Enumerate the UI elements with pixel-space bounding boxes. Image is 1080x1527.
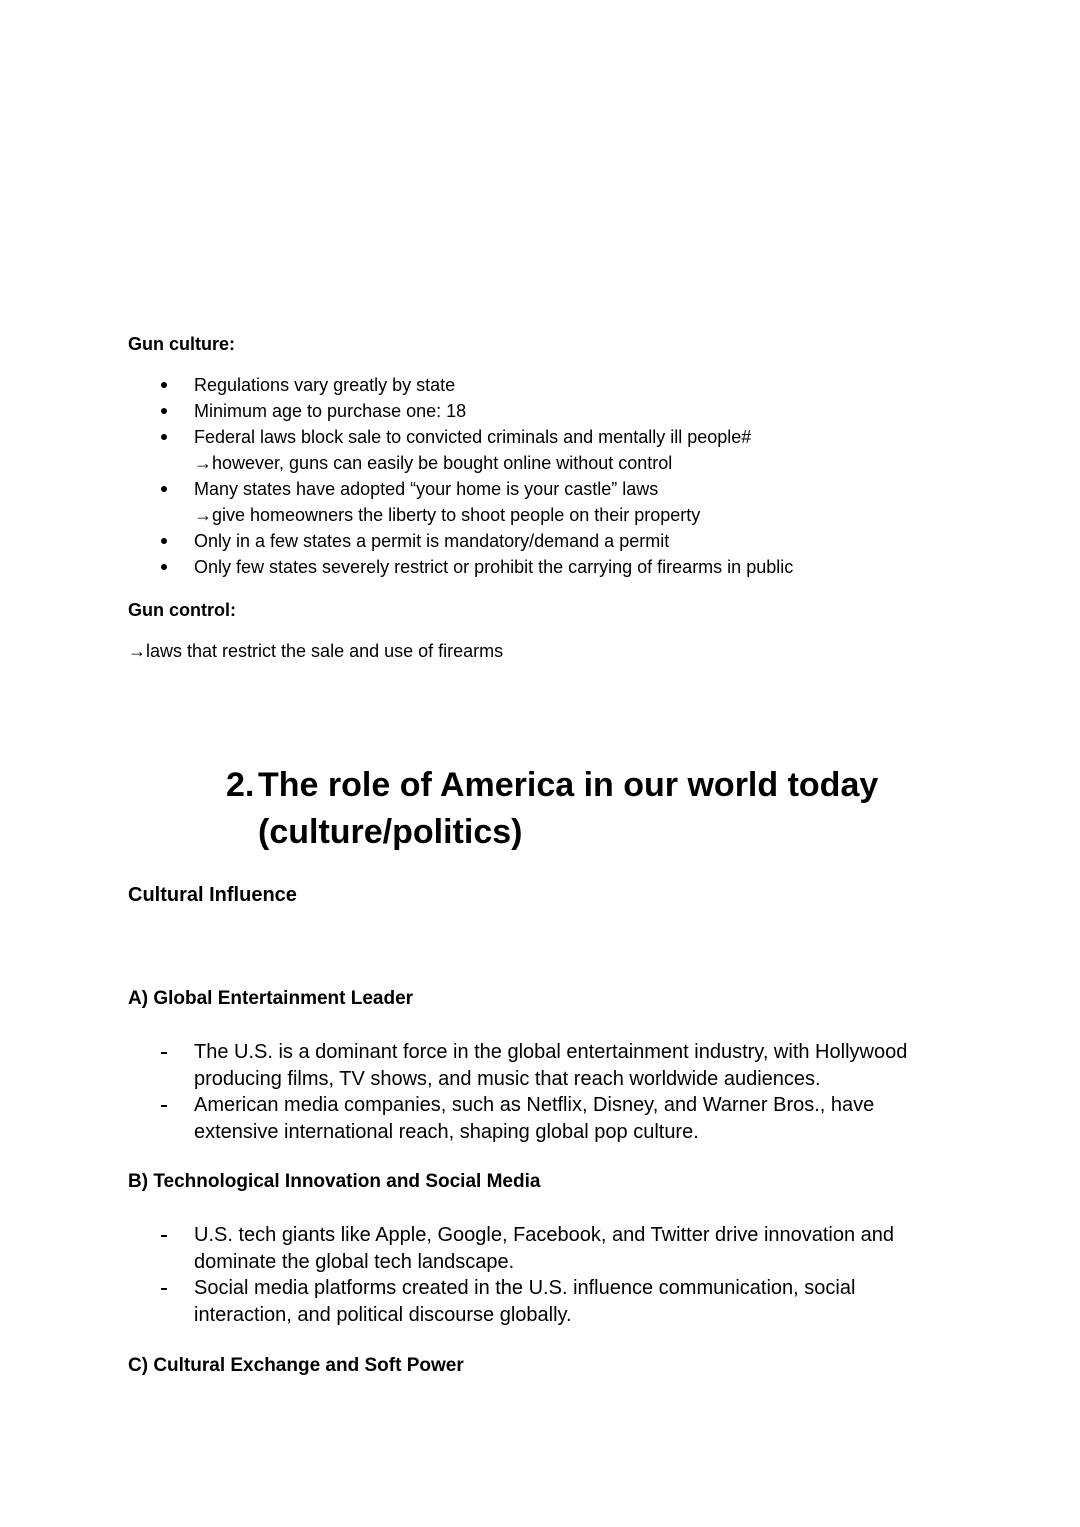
list-item: Social media platforms created in the U.S. influence communication, social interaction, and political discourse globally. (160, 1275, 894, 1328)
section-title-line1: The role of America in our world today (258, 766, 879, 804)
subsection-c-heading: C) Cultural Exchange and Soft Power (128, 1355, 464, 1376)
list-item: U.S. tech giants like Apple, Google, Facebook, and Twitter drive innovation and dominate the global tech landscape. (160, 1222, 894, 1275)
bullet-icon (161, 434, 167, 440)
list-item: Federal laws block sale to convicted criminals and mentally ill people# →however, guns can easily be bought online without control (160, 424, 793, 476)
section-number: 2. (226, 766, 255, 804)
list-item: Minimum age to purchase one: 18 (160, 398, 793, 424)
list-item: Regulations vary greatly by state (160, 372, 793, 398)
bullet-icon (161, 538, 167, 544)
subsection-b-heading: B) Technological Innovation and Social Media (128, 1171, 541, 1192)
subsection-a-heading: A) Global Entertainment Leader (128, 988, 414, 1009)
subsection-a-list (160, 1039, 907, 1145)
gun-culture-list (160, 372, 793, 580)
gun-culture-heading: Gun culture: (128, 334, 235, 354)
list-item: American media companies, such as Netflix, Disney, and Warner Bros., have extensive international reach, shaping global pop culture. (160, 1092, 907, 1145)
dash-icon (161, 1288, 167, 1290)
cultural-influence-heading: Cultural Influence (128, 884, 297, 906)
bullet-icon (161, 564, 167, 570)
bullet-icon (161, 382, 167, 388)
gun-control-definition: →laws that restrict the sale and use of firearms (128, 641, 504, 661)
list-item: Only in a few states a permit is mandatory/demand a permit (160, 528, 793, 554)
gun-control-heading: Gun control: (128, 600, 236, 620)
subsection-b-list (160, 1222, 894, 1328)
bullet-icon (161, 486, 167, 492)
list-item: Many states have adopted “your home is your castle” laws →give homeowners the liberty to shoot people on their property (160, 476, 793, 528)
bullet-icon (161, 408, 167, 414)
dash-icon (161, 1105, 167, 1107)
list-item: Only few states severely restrict or prohibit the carrying of firearms in public (160, 554, 793, 580)
dash-icon (161, 1235, 167, 1237)
section-title-line2: (culture/politics) (258, 813, 523, 851)
dash-icon (161, 1052, 167, 1054)
list-item: The U.S. is a dominant force in the global entertainment industry, with Hollywood producing films, TV shows, and music that reach worldwide audiences. (160, 1039, 907, 1092)
